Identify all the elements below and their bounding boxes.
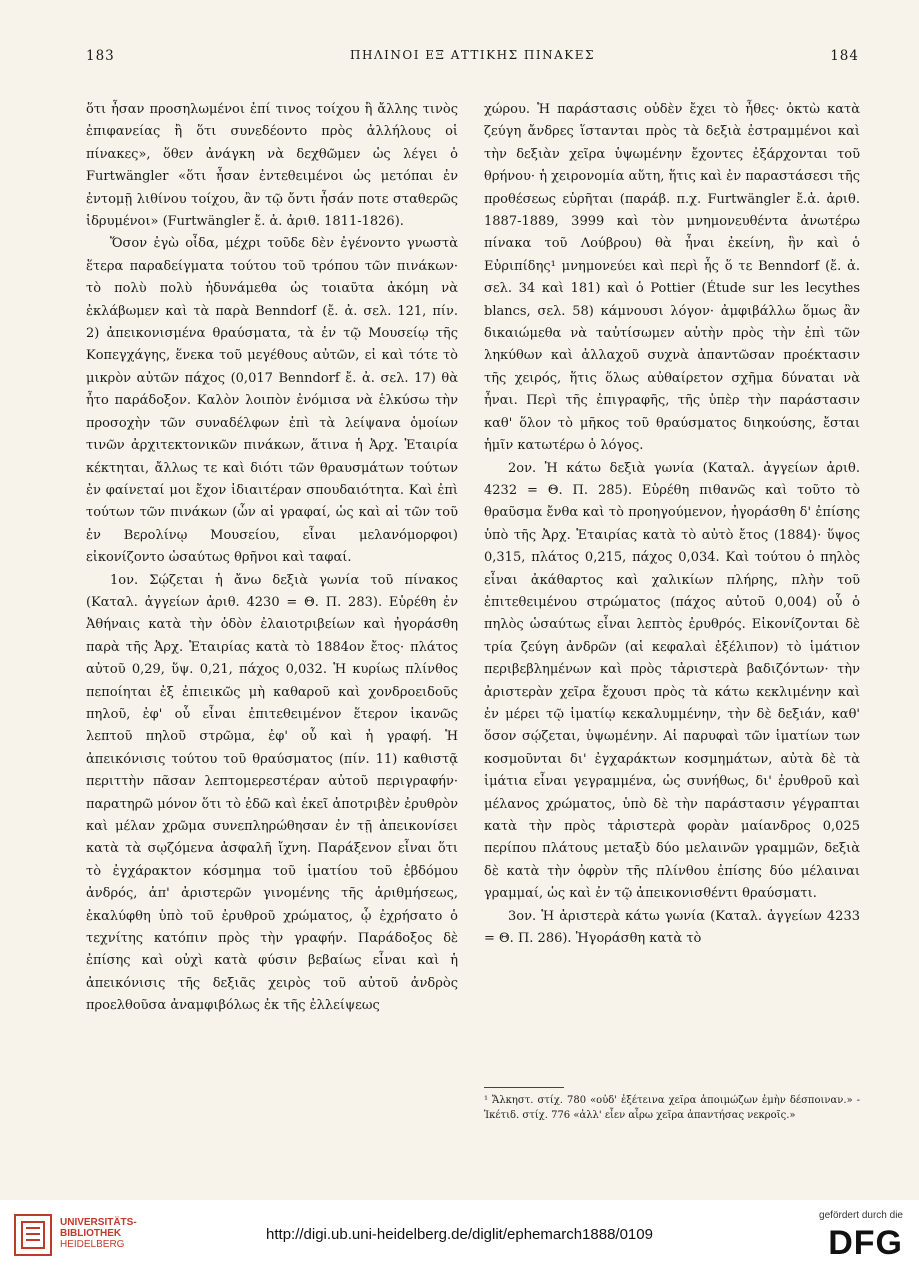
right-column xyxy=(484,99,860,950)
source-url[interactable]: http://digi.ub.uni-heidelberg.de/diglit/ephemarch1888/0109 xyxy=(266,1226,653,1243)
footnote-divider xyxy=(484,1087,564,1088)
left-paragraph-1: ὅτι ἦσαν προσηλωμένοι ἐπί τινος τοίχου ἢ ἄλλης τινὸς ἐπιφανείας ἢ ὅτι συνεδέοντο πρὸς ἀλλήλους οἱ πίνακες», ὅθεν ἀνάγκη νὰ δεχθῶμεν ὡς λέγει ὁ Furtwängler «ὅτι ἦσαν ἐντεθειμένοι ὡς μετόπαι ἐν ἐντομῇ λιθίνου τοίχου, ἂν τῷ ὄντι ἦσάν ποτε σταθερῶς ἱδρυμένοι» (Furtwängler ἔ. ἀ. ἀριθ. 1811-1826). xyxy=(86,102,458,230)
logo-line-2: BIBLIOTHEK xyxy=(60,1228,122,1239)
page-number-right: 184 xyxy=(830,48,859,64)
viewer-footer xyxy=(0,1200,919,1271)
dfg-logo: DFG xyxy=(828,1224,903,1262)
logo-line-3: HEIDELBERG xyxy=(60,1239,125,1250)
page-number-left: 183 xyxy=(86,48,115,64)
funded-by-label: gefördert durch die xyxy=(819,1210,903,1221)
footnote: ¹ Ἄλκηστ. στίχ. 780 «οὐδ' ἐξέτεινα χεῖρα ἀποιμώζων ἐμὴν δέσποιναν.» - Ἱκέτιδ. στίχ. 776 «ἀλλ' εἶεν αἶρω χεῖρα ἀπαντήσας νεκροῖς.» xyxy=(484,1095,860,1121)
page-header xyxy=(86,48,859,70)
running-title: ΠΗΛΙΝΟΙ ΕΞ ΑΤΤΙΚΗΣ ΠΙΝΑΚΕΣ xyxy=(350,48,595,62)
left-paragraph-2: Ὅσον ἐγὼ οἶδα, μέχρι τοῦδε δὲν ἐγένοντο γνωστὰ ἕτερα παραδείγματα τούτου τοῦ τρόπου τῶν πινάκων· τὸ πολὺ πολὺ ἠδυνάμεθα ὡς τοιαῦτα ἀκόμη νὰ ἐκλάβωμεν καὶ τὰ παρὰ Benndorf (ἔ. ἀ. σελ. 121, πίν. 2) ἀπεικονισμένα θραύσματα, τὰ ἐν τῷ Μουσείῳ τῆς Κοπεγχάγης, ἕνεκα τοῦ μεγέθους αὐτῶν, εἰ καὶ τότε τὸ μικρὸν αὐτῶν πάχος (0,017 Benndorf ἔ. ἀ. σελ. 17) θὰ ἦτο παράδοξον. Καλὸν λοιπὸν ἐνόμισα νὰ ἑλκύσω τὴν προσοχὴν τῶν συναδέλφων ἐπὶ τὰ λείψανα ὁμοίων τινῶν ἀρχιτεκτονικῶν πινάκων, ἅτινα ἡ Ἀρχ. Ἑταιρία κέκτηται, ἄλλως τε καὶ διότι τῶν θραυσμάτων τούτων ἐν φαίνεταί μοι ἔχον ἰδιαιτέραν σπουδαιότητα. Καὶ ἐπὶ τούτων τῶν πινάκων (ὧν αἱ γραφαί, ὡς καὶ αἱ τῶν τοῦ ἐν Βερολίνῳ Μουσείου, εἶναι μελανόμορφοι) εἰκονίζοντο ὡσαύτως θρῆνοι καὶ ταφαί. xyxy=(86,236,458,566)
logo-line-1: UNIVERSITÄTS- xyxy=(60,1217,137,1228)
left-paragraph-3: 1ον. Σῴζεται ἡ ἄνω δεξιὰ γωνία τοῦ πίνακος (Καταλ. ἀγγείων ἀριθ. 4230 = Θ. Π. 283). Εὑρέθη ἐν Ἀθήναις κατὰ τὴν ὁδὸν ἐλαιοτριβείων καὶ ἠγοράσθη παρὰ τῆς Ἀρχ. Ἑταιρίας κατὰ τὸ 1884ον ἔτος· πλάτος αὐτοῦ 0,29, ὕψ. 0,21, πάχος 0,032. Ἡ κυρίως πλίνθος πεποίηται ἐξ ἐπιεικῶς μὴ καθαροῦ καὶ χονδροειδοῦς πηλοῦ, ἐφ' οὗ εἶναι ἐπιτεθειμένον ἕτερον ἱκανῶς λεπτοῦ πηλοῦ στρῶμα, ἐφ' οὗ καὶ ἡ γραφή. Ἡ ἀπεικόνισις τούτου τοῦ θραύσματος (πίν. 11) καθιστᾷ περιττὴν πᾶσαν λεπτομερεστέραν αὐτοῦ περιγραφήν· παρατηρῶ μόνον ὅτι τὸ ἐδῶ καὶ ἐκεῖ ἀποτριβὲν ἐρυθρὸν καὶ μέλαν χρῶμα συνεπληρώθησαν ἐν τῇ ἀπεικονίσει κατὰ τὰ σῳζόμενα ἀσφαλῆ ἴχνη. Παράξενον εἶναι ὅτι τὸ ἐγχάρακτον κόσμημα τοῦ ἱματίου τοῦ ἑβδόμου ἀνδρός, ἀπ' ἀριστερῶν γινομένης τῆς ἀριθμήσεως, ἐκαλύφθη ὑπὸ τοῦ ἐρυθροῦ χρώματος, ᾧ ἐχρήσατο ὁ τεχνίτης κατόπιν πρὸς τὴν γραφήν. Παράδοξος δὲ ἐπίσης καὶ οὐχὶ κατὰ φύσιν βεβαίως εἶναι καὶ ἡ ἀπεικόνισις τῆς δεξιᾶς χειρὸς τοῦ αὐτοῦ ἀνδρὸς προελθοῦσα ἀναμφιβόλως ἐκ τῆς ἐλλείψεως xyxy=(86,572,458,1014)
right-paragraph-3: 3ον. Ἡ ἀριστερὰ κάτω γωνία (Καταλ. ἀγγείων 4233 = Θ. Π. 286). Ἠγοράσθη κατὰ τὸ xyxy=(484,908,860,947)
right-paragraph-2: 2ον. Ἡ κάτω δεξιὰ γωνία (Καταλ. ἀγγείων ἀριθ. 4232 = Θ. Π. 285). Εὑρέθη πιθανῶς καὶ τοῦτο τὸ θραῦσμα ἔνθα καὶ τὸ προηγούμενον, ἠγοράσθη δ' ἐπίσης ὑπὸ τῆς Ἀρχ. Ἑταιρίας κατὰ τὸ αὐτὸ ἔτος (1884)· ὕψος 0,315, πλάτος 0,215, πάχος 0,034. Καὶ τούτου ὁ πηλὸς εἶναι ἀκάθαρτος καὶ χαλικίων πλήρης, πλὴν τοῦ ἐπιτεθειμένου στρώματος (πάχος αὐτοῦ 0,004) οὗ ὁ πηλὸς ὡσαύτως εἶναι λεπτὸς ἐρυθρός. Εἰκονίζονται δὲ τρία ζεύγη ἀνδρῶν (αἱ κεφαλαὶ ἐξέλιπον) τὸ ἱμάτιον περιβεβλημένων καὶ πρὸς τἀριστερὰ βαδιζόντων· τὴν ἀριστερὰν χεῖρα ἔχουσι πρὸς τὰ κάτω κεκλιμένην καὶ ἐν μέρει τῷ ἱματίῳ κεκαλυμμένην, τὴν δὲ δεξιάν, καθ' ὅσον σῴζεται, ὑψωμένην. Αἱ παρυφαὶ τῶν ἱματίων των κοσμοῦνται δι' ἐγχαράκτων κοσμημάτων, αὐτὰ δὲ τὰ ἱμάτια εἶναι γεγραμμένα, ὡς συνήθως, δι' ἐρυθροῦ καὶ μέλανος χρώματος, ὑπὸ δὲ τὴν παράστασιν γέγραπται κατὰ τὴν πρὸς τἀριστερὰ φορὰν μαίανδρος 0,025 περίπου πλάτους μεταξὺ δύο μελαινῶν γραμμῶν, δεξιὰ δὲ κατὰ τὴν ὀφρὺν τῆς πλίνθου ἐπίσης δύο μέλαιναι γραμμαί, ὡς καὶ ἐν τῷ ἀπεικονισθέντι θραύσματι. xyxy=(484,460,860,902)
right-paragraph-1: χώρου. Ἡ παράστασις οὐδὲν ἔχει τὸ ἦθες· ὀκτὼ κατὰ ζεύγη ἄνδρες ἵστανται πρὸς τὰ δεξιὰ ἐστραμμένοι καὶ τὴν δεξιὰν χεῖρα ὑψωμένην ἔχοντες ἐξάρχονται τοῦ θρήνου· ἡ χειρονομία αὕτη, ἥτις καὶ ἐν παραστάσεσι τῆς προθέσεως εὑρῆται (παράβ. π.χ. Furtwängler ἔ.ἀ. ἀριθ. 1887-1889, 3999 καὶ τὸν μνημονευθέντα ἀνωτέρω πίνακα τοῦ Λούβρου) θὰ ἦναι ἐκείνη, ἣν καὶ ὁ Εὐριπίδης¹ μνημονεύει καὶ περὶ ἧς ὅ τε Benndorf (ἔ. ἀ. σελ. 34 καὶ 181) καὶ ὁ Pottier (Étude sur les lecythes blancs, σελ. 58) κάμνουσι λόγον· ἀμφιβάλλω ὅμως ἂν δικαιώμεθα νὰ ταὐτίσωμεν αὐτὴν πρὸς τὴν ἐπὶ τῶν ληκύθων καὶ ἀλλαχοῦ συχνὰ ἀπαντῶσαν προέκτασιν τῆς χειρός, ἥτις ὅλως αὐθαίρετον σχῆμα δύναται νὰ ἦναι. Περὶ τῆς ἐπιγραφῆς, τῆς ὑπὲρ τὴν παράστασιν καθ' ὅλον τὸ μῆκος τοῦ θραύσματος διηκούσης, ἔσται ἡμῖν κατωτέρω ὁ λόγος. xyxy=(484,102,860,454)
left-column xyxy=(86,99,458,1018)
